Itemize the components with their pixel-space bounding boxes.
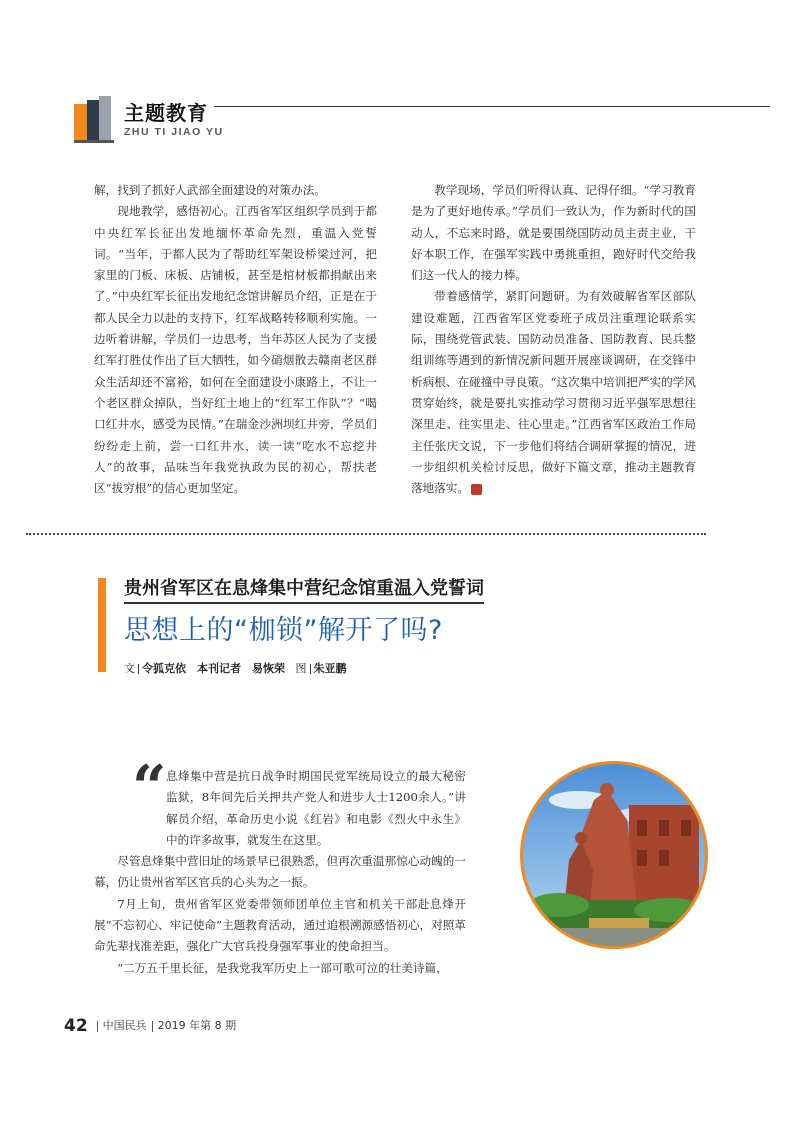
quote-mark: “ bbox=[132, 753, 167, 823]
byline-photographer: 朱亚鹏 bbox=[313, 662, 347, 675]
article-kicker: 贵州省军区在息烽集中营纪念馆重温入党誓词 bbox=[124, 574, 484, 604]
right-column bbox=[411, 180, 696, 499]
paragraph-last bbox=[411, 286, 696, 499]
issue-label: 2019 年第 8 期 bbox=[157, 1019, 237, 1032]
paragraph: 现地教学，感悟初心。江西省军区组织学员到于都中央红军长征出发地缅怀革命先烈，重温入党誓词。“当年，于都人民为了帮助红军架设桥梁过河，把家里的门板、床板、店铺板，甚至是棺材板都捐献出来了。”中央红军长征出发地纪念馆讲解员介绍，正是在于都人民全力以赴的支持下，红军战略转移顺利实施。一边听着讲解，学员们一边思考，当年苏区人民为了支援红军打胜仗作出了巨大牺牲，如今硝烟散去赣南老区群众生活却还不富裕，如何在全面建设小康路上，不让一个老区群众掉队，当好红土地上的“红军工作队”？“喝口红井水，感受为民情。”在瑞金沙洲坝红井旁，学员们纷纷走上前，尝一口红井水，读一读“吃水不忘挖井人”的故事，品味当年我党执政为民的初心，帮扶老区“拔穷根”的信心更加坚定。 bbox=[94, 204, 377, 496]
paragraph: 尽管息烽集中营旧址的场景早已很熟悉，但再次重温那惊心动魄的一幕，仍让贵州省军区官兵的心头为之一振。 bbox=[94, 854, 466, 890]
byline bbox=[124, 660, 347, 676]
header-divider bbox=[214, 106, 770, 107]
page-footer bbox=[64, 1016, 236, 1036]
section-subtitle: ZHU TI JIAO YU bbox=[124, 126, 224, 138]
magazine-name: 中国民兵 bbox=[102, 1019, 147, 1032]
paragraph: 7月上旬，贵州省军区党委带领师团单位主官和机关干部赴息烽开展“不忘初心、牢记使命”主题教育活动，通过追根溯源感悟初心，对照革命先辈找准差距，强化广大官兵投身强军事业的使命担当。 bbox=[94, 896, 466, 954]
byline-photo-label: 图 bbox=[295, 662, 307, 675]
books-icon bbox=[72, 96, 116, 144]
byline-text-label: 文 bbox=[124, 662, 135, 675]
article-body bbox=[94, 766, 466, 979]
end-mark-icon bbox=[471, 484, 482, 495]
lead-paragraph: 息烽集中营是抗日战争时期国民党军统局设立的最大秘密监狱，8年间先后关押共产党人和进步人士1200余人。”讲解员介绍，革命历史小说《红岩》和电影《烈火中永生》中的许多故事，就发生在这里。 bbox=[166, 769, 466, 847]
page-number: 42 bbox=[64, 1016, 88, 1036]
left-column bbox=[94, 180, 377, 499]
byline-authors: 令狐克依 本刊记者 易恢荣 bbox=[142, 662, 285, 675]
article-separator bbox=[26, 533, 706, 535]
paragraph: 教学现场，学员们听得认真、记得仔细。“学习教育是为了更好地传承。”学员们一致认为，作为新时代的国动人，不忘来时路，就是要围绕国防动员主责主业，干好本职工作，在强军实践中勇挑重担，跑好时代交给我们这一代人的接力棒。 bbox=[411, 183, 696, 283]
monument-photo bbox=[519, 760, 709, 950]
paragraph: “二万五千里长征，是我党我军历史上一部可歌可泣的壮美诗篇， bbox=[117, 960, 448, 975]
section-title: 主题教育 bbox=[124, 101, 208, 125]
paragraph: 解，找到了抓好人武部全面建设的对策办法。 bbox=[94, 183, 326, 197]
accent-bar bbox=[98, 578, 106, 672]
paragraph-text: 带着感情学，紧盯问题研。为有效破解省军区部队建设难题，江西省军区党委班子成员注重理论联系实际，围绕党管武装、国防动员准备、国防教育、民兵整组训练等遇到的新情况新问题开展座谈调研，在交锋中析病根、在碰撞中寻良策。“这次集中培训把严实的学风贯穿始终，就是要扎实推动学习贯彻习近平强军思想往深里走、往实里走、往心里走。”江西省军区政治工作局主任张庆文说，下一步他们将结合调研掌握的情况，进一步组织机关检讨反思，做好下篇文章，推动主题教育落地落实。 bbox=[411, 289, 696, 496]
article-headline: 思想上的“枷锁”解开了吗? bbox=[124, 615, 443, 646]
